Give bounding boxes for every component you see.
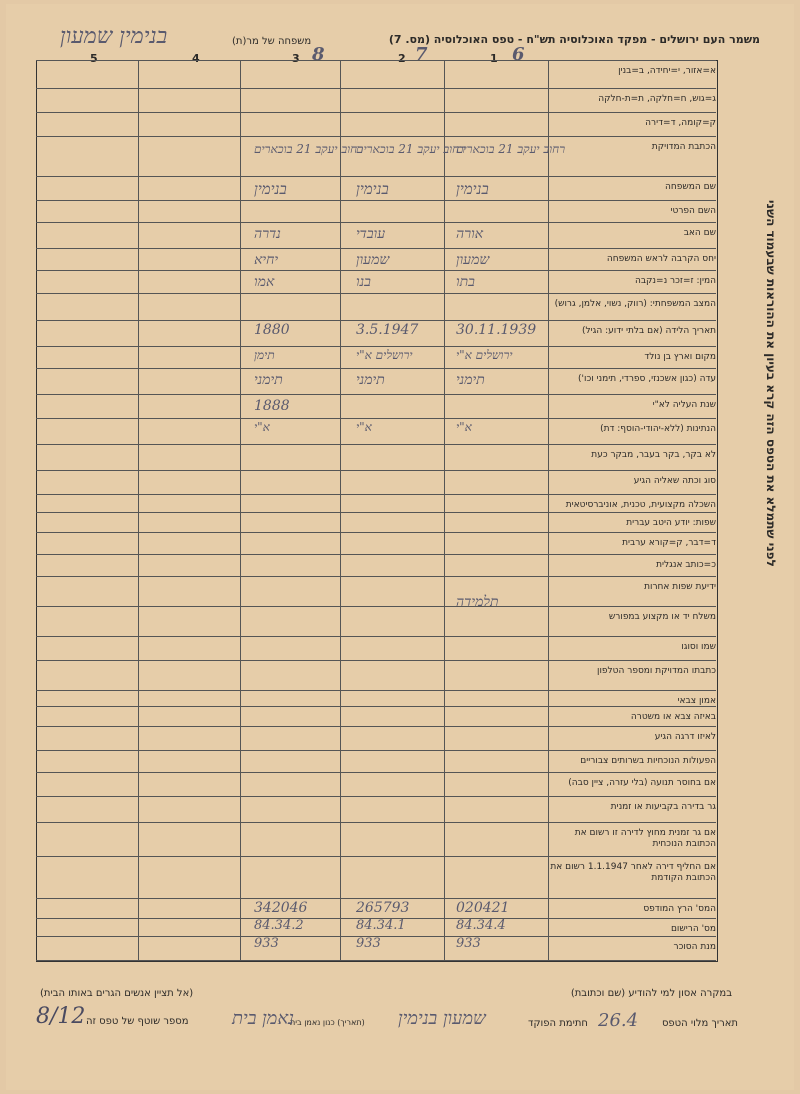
row-label: אם בחוסר תנועה (בלי עזרה, ציין סבה) (568, 778, 716, 788)
column-number-5: 5 (90, 52, 98, 65)
row-label: עדה (כגון אשכנזי, ספרדי, תימני וכו') (578, 374, 716, 384)
person-2-relation: בנו (356, 274, 371, 290)
column-number-2: 2 (398, 52, 406, 65)
row-label: שפות: יודע היטב עברית (626, 518, 716, 528)
person-2-eda: תימני (356, 372, 385, 388)
person-1-reg: 84.34.4 (456, 918, 506, 933)
person-1-eda: תימני (456, 372, 485, 388)
row-label: ק=קומה, ד=דירה (645, 118, 716, 128)
row-label: משלח יד או מקצוע במפורש (608, 612, 716, 622)
row-label: אמון צבאי (677, 696, 716, 706)
person-2-reg: 84.34.1 (356, 918, 406, 933)
row-label: ידיעת שפות אחרות (644, 582, 716, 592)
stamp-number: 8/12 (36, 1004, 86, 1029)
grid-col-line (138, 60, 139, 960)
person-1-relation: בתו (456, 274, 475, 290)
person-3-relation: אמו (254, 274, 275, 290)
row-label: שנת העליה לא"י (652, 400, 716, 410)
person-1-father: שמעון (456, 252, 490, 268)
row-label: אם החליף דירה לאחר 1.1.1947 רשום את הכתובת הקודמת (550, 862, 716, 883)
date-value: 26.4 (598, 1010, 639, 1031)
form-number-label: מספר שוטף של טפס זה (86, 1016, 189, 1027)
person-2-citizenship: א"י (356, 420, 372, 434)
column-number-1: 1 (490, 52, 498, 65)
person-3-citizenship: א"י (254, 420, 270, 434)
signature-label: חתימת הפוקד (528, 1018, 588, 1029)
row-label: הנתינות (ללא-יהודי-הוסף: דת) (600, 424, 716, 434)
person-2-birthplace: ירושלים א"י (356, 348, 413, 362)
person-3-eda: תימני (254, 372, 283, 388)
person-2-serial: 265793 (356, 900, 410, 916)
person-1-serial: 020421 (456, 900, 510, 916)
row-label: שמו וסוגו (681, 642, 716, 652)
row-label: שם המשפחה (665, 182, 716, 192)
person-1-birth: 30.11.1939 (456, 322, 537, 338)
person-3-father: יחיא (254, 252, 279, 268)
person-3-sugar: 933 (254, 936, 279, 951)
person-3-birthplace: תימן (254, 348, 275, 362)
person-3-serial: 342046 (254, 900, 308, 916)
person-3-reg: 84.34.2 (254, 918, 304, 933)
row-label: המין: ז=זכר נ=נקבה (634, 276, 716, 286)
row-label: ד=דבר, ק=קורא ערבית (622, 538, 716, 548)
person-1-address: רחוב יעקב 21 בוכארים (456, 142, 566, 156)
person-1-birthplace: ירושלים א"י (456, 348, 513, 362)
row-label: השם הפרטי (670, 206, 716, 216)
row-label: לאיזו דרגה הגיע (654, 732, 716, 742)
row-label: לא בקר, בקר בעבר, מבקר כעת (591, 450, 716, 460)
person-1-surname: בנימין (456, 180, 489, 198)
signature-value: שמעון בנימין (398, 1008, 486, 1029)
grid-col-line (340, 60, 341, 960)
person-3-address: רחוב יעקב 21 בוכארים (254, 142, 364, 156)
row-label: המצב המשפחתי: (רווק, נשוי, אלמן, גרוש) (554, 299, 716, 309)
houseman-label: (תאריך) כנון נאמן בית (290, 1018, 365, 1027)
person-2-first: עובדי (356, 226, 386, 242)
row-label: באיזה צבא או משטרה (630, 712, 716, 722)
person-1-citizenship: א"י (456, 420, 472, 434)
row-label: מנת הסוכר (673, 942, 716, 952)
person-1-first: אורה (456, 226, 484, 242)
row-label: כ=כותב אנגלית (656, 560, 716, 570)
person-2-address: רחוב יעקב 21 בוכארים (356, 142, 466, 156)
row-label: מס' הרישום (670, 924, 716, 934)
column-number-4: 4 (192, 52, 200, 65)
row-label: סוג וכתה שאליה הגיע (633, 476, 716, 486)
family-of-label: משפחה של מר(ת) (232, 36, 312, 47)
row-label: ג=גוש, ח=חלקה, ת=ת-חלקה (598, 94, 716, 104)
row-label: הפעולות הנוכחיות בשרותים צבוריים (580, 756, 716, 766)
person-2-sugar: 933 (356, 936, 381, 951)
row-label: המס' הרץ המודפס (643, 904, 716, 914)
row-label: הכתבת המדויקת (651, 142, 716, 152)
row-label: מקום וארץ בן נולד (644, 352, 716, 362)
side-instruction: לפני שתמלא את הטפס הזה קרא בעיון את ההוראות שבעמוד השני (764, 200, 778, 567)
row-label: שם האב (683, 228, 716, 238)
column-number-3: 3 (292, 52, 300, 65)
row-label: גר בדירה בקביעות או זמנית (610, 802, 716, 812)
person-1-occupation: תלמידה (456, 594, 499, 610)
grid-col-line (444, 60, 445, 960)
person-2-father: שמעון (356, 252, 390, 268)
column-hand-8: 8 (312, 44, 325, 65)
tenants-note: (אל תציין אנשים הגרים באותו הבית) (40, 988, 194, 999)
person-3-birth: 1880 (254, 322, 290, 338)
emergency-label: במקרה אסון למי להודיע (שם וכתובת) (570, 988, 732, 999)
person-3-surname: בנימין (254, 180, 287, 198)
person-3-first: נדרה (254, 226, 281, 242)
row-label: אם גר זמנית מחוץ לדירה זו רשום את הכתובת הנוכחית (574, 828, 716, 849)
houseman-value: נאמן בית (232, 1008, 295, 1029)
grid-col-line (240, 60, 241, 960)
form-title: משמר העם ירושלים - מפקד האוכלוסיה תש"ח - טפס האוכלוסיה (מס. 7) (388, 33, 760, 46)
column-hand-7: 7 (415, 44, 428, 65)
row-label: א=אזור, י=יחידה, ב=בנין (618, 66, 716, 76)
person-2-birth: 3.5.1947 (356, 322, 419, 338)
row-label: יחס הקרבה לראש המשפחה (606, 254, 716, 264)
family-name: בנימין שמעון (60, 24, 168, 49)
person-3-aliyah: 1888 (254, 398, 290, 414)
person-2-surname: בנימין (356, 180, 389, 198)
row-label: תאריך הלידה (אם בלתי ידוע: הגיל) (582, 326, 716, 336)
row-label: השכלה מקצועית, טכנית, אוניברסיטאית (565, 500, 716, 510)
column-hand-6: 6 (512, 44, 525, 65)
person-1-sugar: 933 (456, 936, 481, 951)
grid-row-line (36, 960, 716, 961)
row-label: כתבתו המדויקת ומספר הטלפון (597, 666, 716, 676)
date-label: תאריך מלוי הטפס (661, 1018, 738, 1029)
